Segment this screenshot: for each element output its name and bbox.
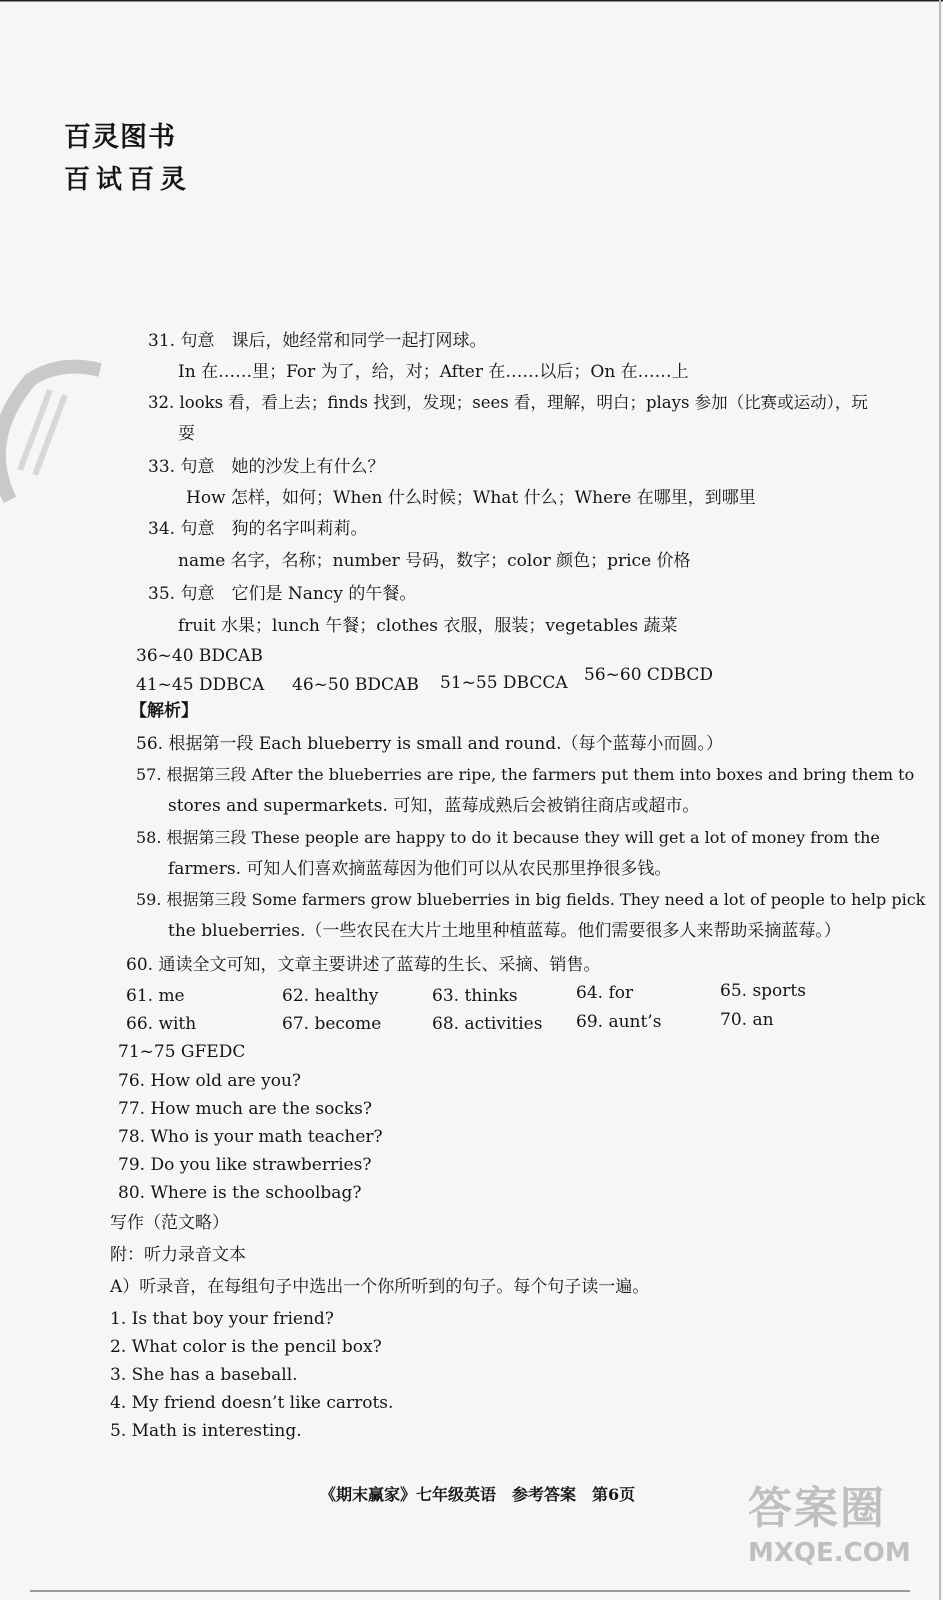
answer-line: 64. for: [576, 983, 634, 1003]
answer-line: farmers. 可知人们喜欢摘蓝莓因为他们可以从农民那里挣很多钱。: [168, 859, 672, 879]
answer-line: 41~45 DDBCA: [136, 675, 265, 695]
answer-line: 【解析】: [130, 701, 198, 721]
answer-line: 4. My friend doesn’t like carrots.: [110, 1393, 394, 1413]
answer-line: 68. activities: [432, 1014, 543, 1034]
answer-line: How 怎样，如何；When 什么时候；What 什么；Where 在哪里，到哪里: [186, 488, 756, 508]
answer-line: 1. Is that boy your friend?: [110, 1309, 334, 1329]
logo-line-1: 百灵图书: [64, 122, 176, 153]
answer-line: 66. with: [126, 1014, 197, 1034]
answer-line: 34. 句意 狗的名字叫莉莉。: [148, 519, 368, 539]
answer-line: fruit 水果；lunch 午餐；clothes 衣服，服装；vegetables 蔬菜: [178, 616, 678, 636]
watermark: [748, 1472, 938, 1584]
answer-line: 46~50 BDCAB: [292, 675, 419, 695]
answer-line: 70. an: [720, 1010, 774, 1030]
answer-line: In 在……里；For 为了，给，对；After 在……以后；On 在……上: [178, 362, 689, 382]
answer-line: 79. Do you like strawberries?: [118, 1155, 372, 1175]
answer-line: 71~75 GFEDC: [118, 1042, 246, 1062]
answer-line: stores and supermarkets. 可知，蓝莓成熟后会被销往商店或超市。: [168, 796, 700, 816]
answer-line: A）听录音，在每组句子中选出一个你所听到的句子。每个句子读一遍。: [110, 1277, 650, 1297]
answer-line: 56. 根据第一段 Each blueberry is small and round.（每个蓝莓小而圆。）: [136, 734, 724, 754]
answer-line: 60. 通读全文可知，文章主要讲述了蓝莓的生长、采摘、销售。: [126, 955, 601, 975]
answer-line: 62. healthy: [282, 986, 379, 1006]
answer-line: 59. 根据第三段 Some farmers grow blueberries in big fields. They need a lot of people to help pick: [136, 890, 926, 909]
answer-line: 31. 句意 课后，她经常和同学一起打网球。: [148, 331, 487, 351]
logo-line-2: 百试百灵: [64, 165, 193, 195]
answer-line: 77. How much are the socks?: [118, 1099, 372, 1119]
answer-line: 写作（范文略）: [110, 1213, 229, 1233]
page-footer: 《期末赢家》七年级英语 参考答案 第6页: [320, 1485, 636, 1504]
answer-line: 51~55 DBCCA: [440, 673, 568, 693]
answer-line: 2. What color is the pencil box?: [110, 1337, 382, 1357]
answer-line: 3. She has a baseball.: [110, 1365, 298, 1385]
answer-line: 63. thinks: [432, 986, 518, 1006]
answer-line: 61. me: [126, 986, 185, 1006]
publisher-logo: [64, 122, 192, 198]
answer-line: 69. aunt’s: [576, 1012, 662, 1032]
answer-line: 5. Math is interesting.: [110, 1421, 302, 1441]
answer-line: 35. 句意 它们是 Nancy 的午餐。: [148, 584, 417, 604]
answer-line: the blueberries.（一些农民在大片土地里种植蓝莓。他们需要很多人来帮助采摘蓝莓。）: [168, 921, 841, 941]
answer-line: 76. How old are you?: [118, 1071, 302, 1091]
stamp-mark: [0, 350, 110, 510]
bottom-rule: [30, 1590, 910, 1592]
answer-line: name 名字，名称；number 号码，数字；color 颜色；price 价格: [178, 551, 691, 571]
answer-line: 58. 根据第三段 These people are happy to do it because they will get a lot of money from the: [136, 828, 880, 847]
answer-line: 56~60 CDBCD: [584, 665, 713, 685]
answer-line: 78. Who is your math teacher?: [118, 1127, 383, 1147]
answer-line: 耍: [178, 424, 195, 444]
answer-line: 33. 句意 她的沙发上有什么？: [148, 457, 385, 477]
watermark-line-2: MXQE.COM: [748, 1538, 911, 1568]
answer-line: 80. Where is the schoolbag?: [118, 1183, 362, 1203]
answer-line: 67. become: [282, 1014, 382, 1034]
answer-line: 36~40 BDCAB: [136, 646, 263, 666]
answer-line: 57. 根据第三段 After the blueberries are ripe, the farmers put them into boxes and bring them to: [136, 765, 915, 784]
answer-line: 附：听力录音文本: [110, 1245, 246, 1265]
answer-line: 65. sports: [720, 981, 806, 1001]
answer-line: 32. looks 看，看上去；finds 找到，发现；sees 看，理解，明白；plays 参加（比赛或运动），玩: [148, 393, 868, 412]
watermark-line-1: 答案圈: [748, 1483, 886, 1534]
